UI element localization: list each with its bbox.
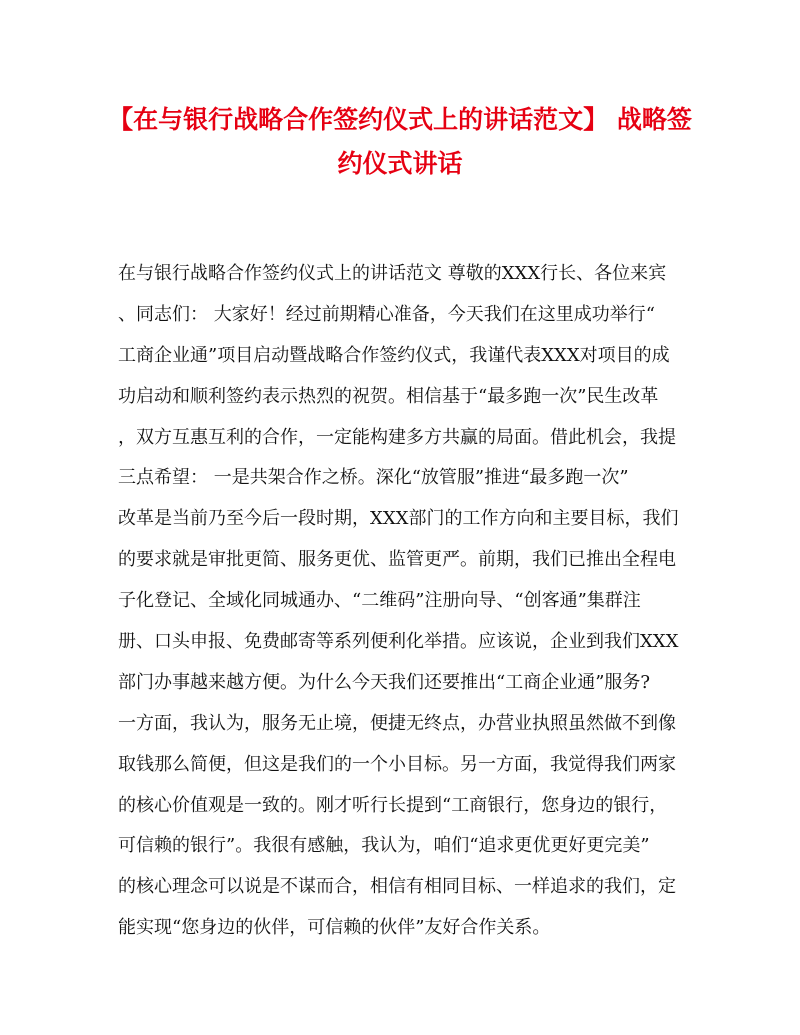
body-line: ，双方互惠互利的合作，一定能构建多方共赢的局面。借此机会，我提 <box>118 426 676 448</box>
body-line: 改革是当前乃至今后一段时期，XXX部门的工作方向和主要目标，我们 <box>118 508 679 530</box>
body-line: 可信赖的银行”。我很有感触，我认为，咱们“追求更优更好更完美” <box>118 835 650 857</box>
body-line: 的核心价值观是一致的。刚才听行长提到“工商银行，您身边的银行， <box>118 794 668 816</box>
body-line: 部门办事越来越方便。为什么今天我们还要推出“工商企业通”服务? <box>118 671 651 693</box>
body-line: 功启动和顺利签约表示热烈的祝贺。相信基于“最多跑一次”民生改革 <box>118 385 659 407</box>
body-line: 三点希望： 一是共架合作之桥。深化“放管服”推进“最多跑一次” <box>118 467 629 489</box>
body-line: 、同志们： 大家好！经过前期精心准备，今天我们在这里成功举行“ <box>118 303 655 325</box>
body-line: 的要求就是审批更简、服务更优、监管更严。前期，我们已推出全程电 <box>118 549 676 571</box>
title-line-2: 约仪式讲话 <box>337 149 463 178</box>
body-line: 工商企业通”项目启动暨战略合作签约仪式，我谨代表XXX对项目的成 <box>118 344 670 366</box>
document-title <box>100 98 700 186</box>
body-line: 一方面，我认为，服务无止境，便捷无终点，办营业执照虽然做不到像 <box>118 712 676 734</box>
body-line: 册、口头申报、免费邮寄等系列便利化举措。应该说，企业到我们XXX <box>118 631 679 653</box>
body-line: 子化登记、全域化同城通办、“二维码”注册向导、“创客通”集群注 <box>118 590 641 612</box>
body-line: 在与银行战略合作签约仪式上的讲话范文 尊敬的XXX行长、各位来宾 <box>118 263 667 284</box>
body-line: 取钱那么简便，但这是我们的一个小目标。另一方面，我觉得我们两家 <box>118 753 676 775</box>
body-line: 的核心理念可以说是不谋而合，相信有相同目标、一样追求的我们，定 <box>118 876 676 898</box>
body-line: 能实现“您身边的伙伴，可信赖的伙伴”友好合作关系。 <box>118 917 551 939</box>
document-body <box>118 254 698 949</box>
title-line-1: 【在与银行战略合作签约仪式上的讲话范文】 战略签 <box>108 105 692 134</box>
